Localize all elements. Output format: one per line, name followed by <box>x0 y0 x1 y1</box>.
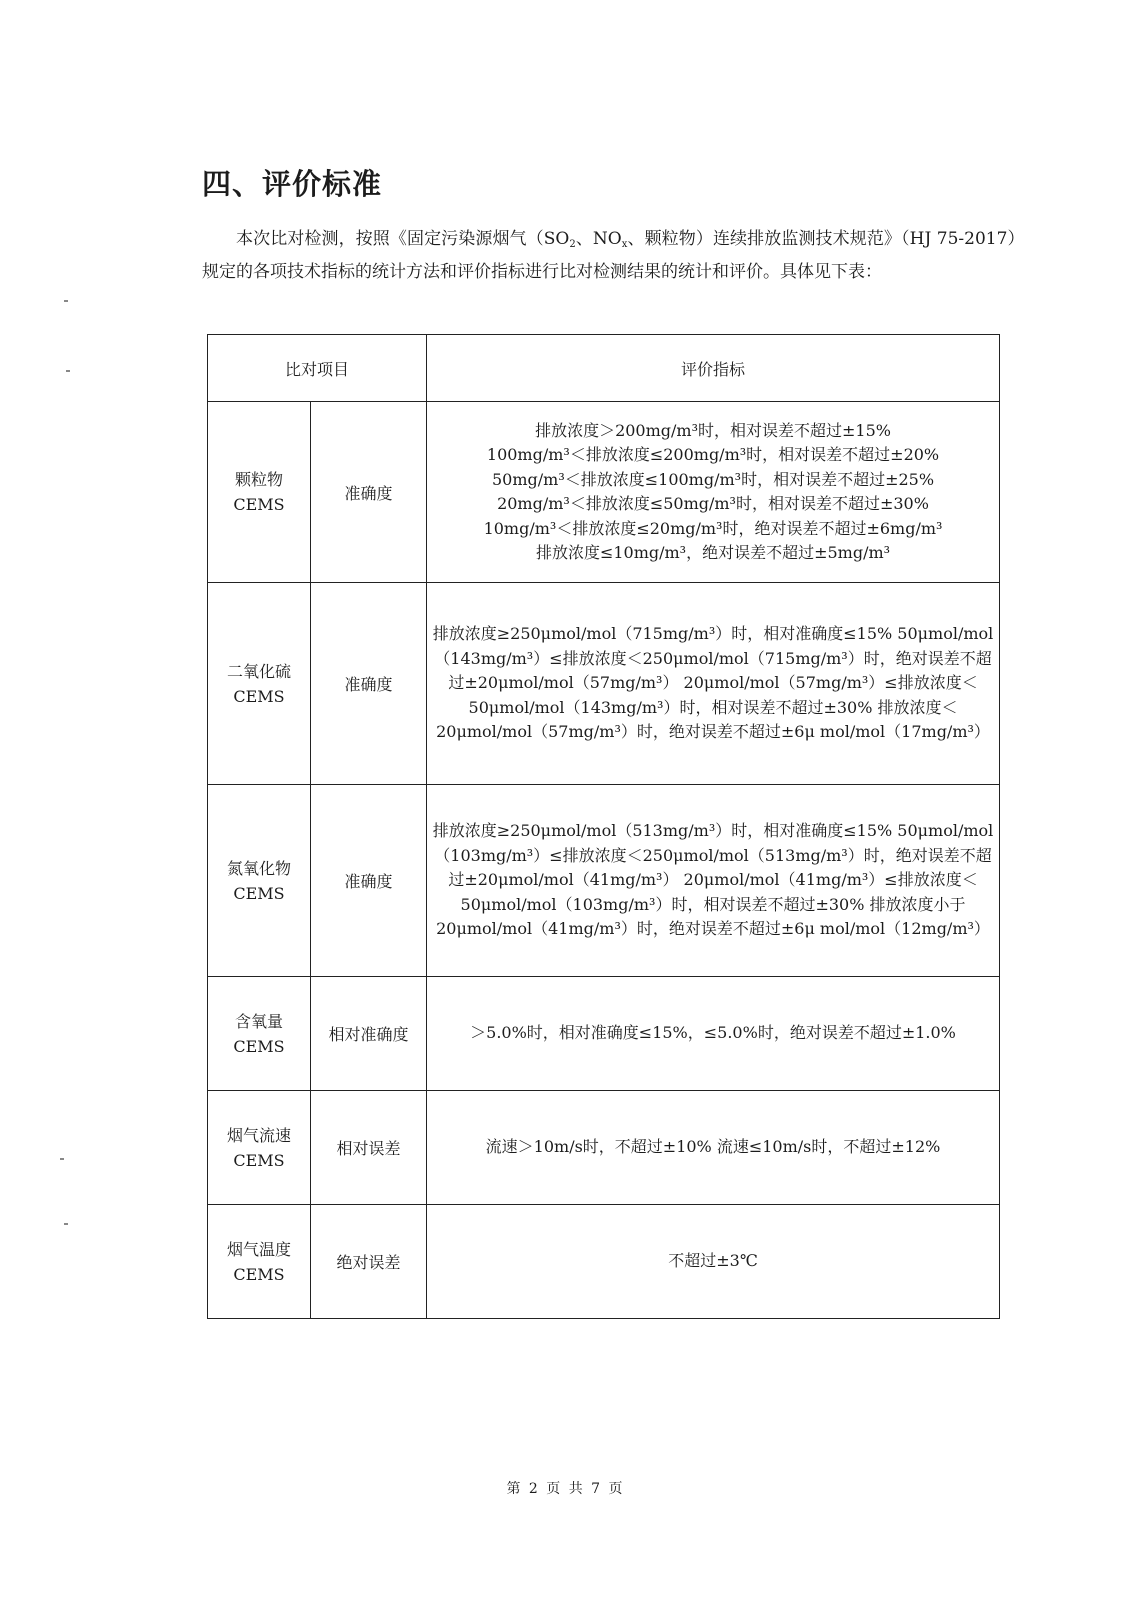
table-row <box>208 1205 1000 1319</box>
table-row <box>208 402 1000 583</box>
metric-cell: 准确度 <box>311 583 427 785</box>
intro-text-part3: 、颗粒物）连续排放监测技术规范》（HJ 75-2017）规定的各项技术指标的统计方法和评价指标进行比对检测结果的统计和评价。具体见下表： <box>202 229 1017 282</box>
item-subname: CEMS <box>233 883 285 903</box>
item-name: 含氧量 <box>234 1011 283 1031</box>
scan-mark <box>66 370 70 372</box>
metric-cell: 准确度 <box>311 785 427 977</box>
metric-cell: 绝对误差 <box>311 1205 427 1319</box>
standard-cell <box>427 1091 1000 1205</box>
standard-text: 不超过±3℃ <box>668 1251 758 1271</box>
item-name-cell <box>208 977 311 1091</box>
standard-cell <box>427 1205 1000 1319</box>
metric-cell: 准确度 <box>311 402 427 583</box>
standard-cell <box>427 785 1000 977</box>
item-name-cell <box>208 1205 311 1319</box>
standard-line: 50mg/m³＜排放浓度≤100mg/m³时，相对误差不超过±25% <box>491 469 935 489</box>
item-name-cell <box>208 785 311 977</box>
scan-mark <box>60 1158 64 1160</box>
standard-line: 排放浓度＞200mg/m³时，相对误差不超过±15% <box>535 420 891 440</box>
item-name: 烟气流速 <box>226 1125 291 1145</box>
intro-text-part2: 、NO <box>575 229 622 249</box>
item-subname: CEMS <box>233 1264 285 1284</box>
table-row <box>208 583 1000 785</box>
metric-cell: 相对误差 <box>311 1091 427 1205</box>
scan-mark <box>64 300 68 302</box>
intro-text-part1: 本次比对检测，按照《固定污染源烟气（SO <box>236 229 570 249</box>
standard-cell <box>427 583 1000 785</box>
item-subname: CEMS <box>233 1036 285 1056</box>
standard-cell <box>427 402 1000 583</box>
table-header-row <box>208 335 1000 402</box>
standard-line: 20mg/m³＜排放浓度≤50mg/m³时，相对误差不超过±30% <box>497 494 929 513</box>
table-row <box>208 1091 1000 1205</box>
item-subname: CEMS <box>233 686 285 706</box>
item-name: 二氧化硫 <box>226 661 291 681</box>
standard-text: 排放浓度≥250μmol/mol（715mg/m³）时，相对准确度≤15% 50μmol/mol（143mg/m³）≤排放浓度＜250μmol/mol（715mg/m³）时，绝对误差不超过±20μmol/mol（57mg/m³） 20μmol/mol（57mg/m³）≤排放浓度＜50μmol/mol（143mg/m³）时，相对误差不超过±30% 排放浓度＜20μmol/mol（57mg/m³）时，绝对误差不超过±6μ mol/mol（17mg/m³） <box>432 624 994 742</box>
header-item-cell: 比对项目 <box>208 335 427 402</box>
item-subname: CEMS <box>233 495 285 514</box>
item-subname: CEMS <box>233 1150 285 1170</box>
item-name: 烟气温度 <box>226 1239 291 1259</box>
metric-cell: 相对准确度 <box>311 977 427 1091</box>
item-name-cell <box>208 1091 311 1205</box>
standard-text: 流速＞10m/s时，不超过±10% 流速≤10m/s时，不超过±12% <box>485 1137 941 1157</box>
criteria-table <box>207 334 1000 1319</box>
intro-paragraph <box>202 223 1016 289</box>
item-name: 氮氧化物 <box>226 858 291 878</box>
section-heading: 四、评价标准 <box>202 167 383 201</box>
table-row <box>208 785 1000 977</box>
standard-cell <box>427 977 1000 1091</box>
item-name: 颗粒物 <box>234 470 283 489</box>
item-name-cell <box>208 583 311 785</box>
intro-subscript-2: x <box>621 239 628 250</box>
standard-line: 10mg/m³＜排放浓度≤20mg/m³时，绝对误差不超过±6mg/m³ <box>483 518 943 538</box>
standard-text: ＞5.0%时，相对准确度≤15%，≤5.0%时，绝对误差不超过±1.0% <box>470 1023 956 1043</box>
standard-line: 排放浓度≤10mg/m³，绝对误差不超过±5mg/m³ <box>535 543 891 562</box>
intro-subscript-1: 2 <box>569 239 576 250</box>
scan-mark <box>64 1223 68 1225</box>
page-number-footer: 第 2 页 共 7 页 <box>506 1481 625 1497</box>
table-row <box>208 977 1000 1091</box>
standard-line: 100mg/m³＜排放浓度≤200mg/m³时，相对误差不超过±20% <box>486 445 940 464</box>
standard-text: 排放浓度≥250μmol/mol（513mg/m³）时，相对准确度≤15% 50μmol/mol（103mg/m³）≤排放浓度＜250μmol/mol（513mg/m³）时，绝对误差不超过±20μmol/mol（41mg/m³） 20μmol/mol（41mg/m³）≤排放浓度＜50μmol/mol（103mg/m³）时，相对误差不超过±30% 排放浓度小于20μmol/mol（41mg/m³）时，绝对误差不超过±6μ mol/mol（12mg/m³） <box>432 821 994 939</box>
header-standard-cell: 评价指标 <box>427 335 1000 402</box>
item-name-cell <box>208 402 311 583</box>
